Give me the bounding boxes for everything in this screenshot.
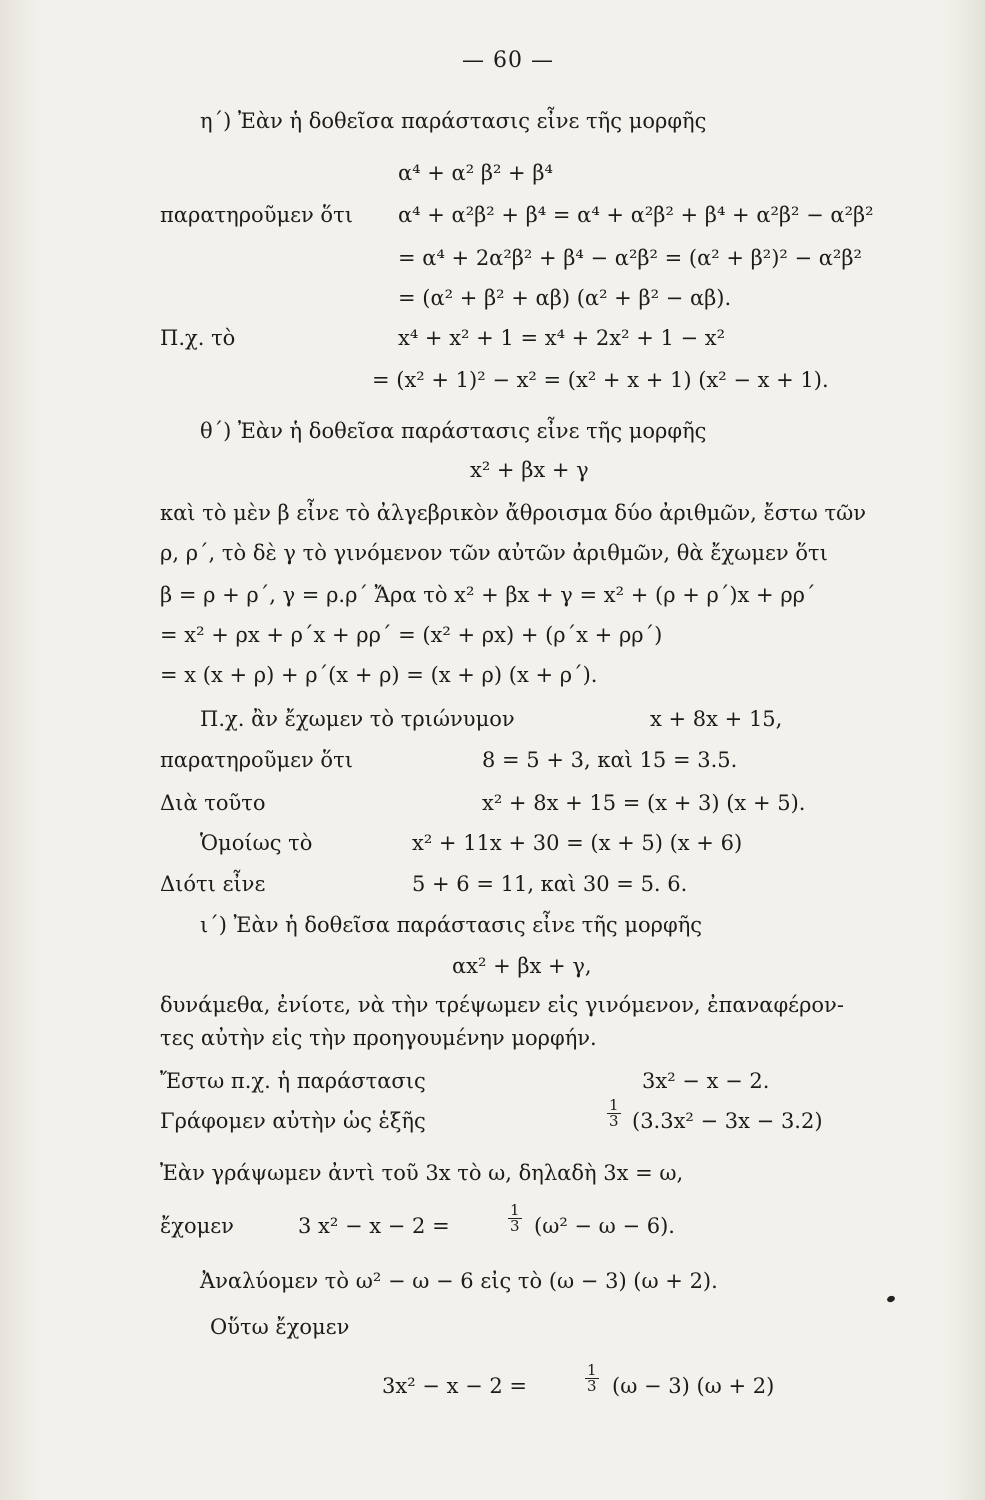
fraction — [505, 1203, 525, 1234]
text-line: Π.χ. τὸ — [160, 326, 236, 350]
fraction-numerator: 1 — [510, 1201, 520, 1219]
fraction-numerator: 1 — [609, 1096, 619, 1114]
text-line: Ἔστω π.χ. ἡ παράστασις — [160, 1069, 426, 1093]
fraction-denominator: 3 — [510, 1217, 520, 1235]
text-line: ι΄) Ἐὰν ἡ δοθεῖσα παράστασις εἶνε τῆς μορφῆς — [200, 913, 703, 937]
fraction-denominator: 3 — [609, 1112, 619, 1130]
equation-right-side: (ω − 3) (ω + 2) — [612, 1374, 775, 1398]
text-line: β = ρ + ρ΄, γ = ρ.ρ΄ Ἄρα τὸ x² + βx + γ = x² + (ρ + ρ΄)x + ρρ΄ — [160, 583, 816, 607]
text-line: η΄) Ἐὰν ἡ δοθεῖσα παράστασις εἶνε τῆς μορφῆς — [200, 109, 707, 133]
text-line: παρατηροῦμεν ὅτι — [160, 748, 353, 772]
equation-left-side: 3 x² − x − 2 = — [298, 1214, 450, 1238]
text-line: 8 = 5 + 3, καὶ 15 = 3.5. — [482, 748, 738, 772]
text-line: Ἀναλύομεν τὸ ω² − ω − 6 εἰς τὸ (ω − 3) (ω + 2). — [200, 1269, 718, 1293]
text-line: x² + 11x + 30 = (x + 5) (x + 6) — [412, 831, 743, 855]
text-line: Διότι εἶνε — [160, 872, 266, 896]
text-line: = x (x + ρ) + ρ΄(x + ρ) = (x + ρ) (x + ρ΄). — [160, 663, 598, 687]
fraction-denominator: 3 — [587, 1377, 597, 1395]
equation-right-side: (3.3x² − 3x − 3.2) — [632, 1109, 823, 1133]
fraction-numerator: 1 — [587, 1361, 597, 1379]
text-line: = x² + ρx + ρ΄x + ρρ΄ = (x² + ρx) + (ρ΄x + ρρ΄) — [160, 623, 663, 647]
text-line: τες αὐτὴν εἰς τὴν προηγουμένην μορφήν. — [160, 1026, 597, 1050]
equation-right-side: (ω² − ω − 6). — [534, 1214, 675, 1238]
equation-left-side: 3x² − x − 2 = — [382, 1374, 527, 1398]
text-line: Οὕτω ἔχομεν — [210, 1315, 350, 1339]
text-line: ρ, ρ΄, τὸ δὲ γ τὸ γινόμενον τῶν αὐτῶν ἀριθμῶν, θὰ ἔχωμεν ὅτι — [160, 541, 828, 565]
text-line: Ἐὰν γράψωμεν ἀντὶ τοῦ 3x τὸ ω, δηλαδὴ 3x = ω, — [160, 1161, 684, 1185]
text-line: x + 8x + 15, — [650, 707, 783, 731]
fraction — [604, 1098, 624, 1129]
text-line: ἔχομεν — [160, 1214, 234, 1238]
text-line: α⁴ + α² β² + β⁴ — [398, 161, 553, 185]
text-line: 5 + 6 = 11, καὶ 30 = 5. 6. — [412, 872, 688, 896]
text-line: Π.χ. ἂν ἔχωμεν τὸ τριώνυμον — [200, 707, 515, 731]
text-line: = (x² + 1)² − x² = (x² + x + 1) (x² − x + 1). — [372, 368, 829, 392]
text-line: δυνάμεθα, ἐνίοτε, νὰ τὴν τρέψωμεν εἰς γινόμενον, ἐπαναφέρον- — [160, 993, 844, 1017]
text-line: α⁴ + α²β² + β⁴ = α⁴ + α²β² + β⁴ + α²β² − α²β² — [398, 203, 874, 227]
text-line: x² + 8x + 15 = (x + 3) (x + 5). — [482, 791, 806, 815]
text-line: x⁴ + x² + 1 = x⁴ + 2x² + 1 − x² — [398, 326, 726, 350]
text-line: Ὁμοίως τὸ — [200, 831, 313, 855]
text-line: καὶ τὸ μὲν β εἶνε τὸ ἀλγεβρικὸν ἄθροισμα δύο ἀριθμῶν, ἔστω τῶν — [160, 501, 866, 525]
text-line: παρατηροῦμεν ὅτι — [160, 203, 353, 227]
text-line: αx² + βx + γ, — [452, 954, 592, 978]
text-line: = (α² + β² + αβ) (α² + β² − αβ). — [398, 286, 732, 310]
text-line: x² + βx + γ — [470, 458, 589, 482]
text-line: = α⁴ + 2α²β² + β⁴ − α²β² = (α² + β²)² − α²β² — [398, 246, 862, 270]
text-line: Διὰ τοῦτο — [160, 791, 266, 815]
fraction — [582, 1363, 602, 1394]
text-line: Γράφομεν αὐτὴν ὡς ἑξῆς — [160, 1109, 426, 1133]
text-line: θ΄) Ἐὰν ἡ δοθεῖσα παράστασις εἶνε τῆς μορφῆς — [200, 419, 707, 443]
text-line: 3x² − x − 2. — [642, 1069, 770, 1093]
page-number: — 60 — — [462, 48, 554, 73]
